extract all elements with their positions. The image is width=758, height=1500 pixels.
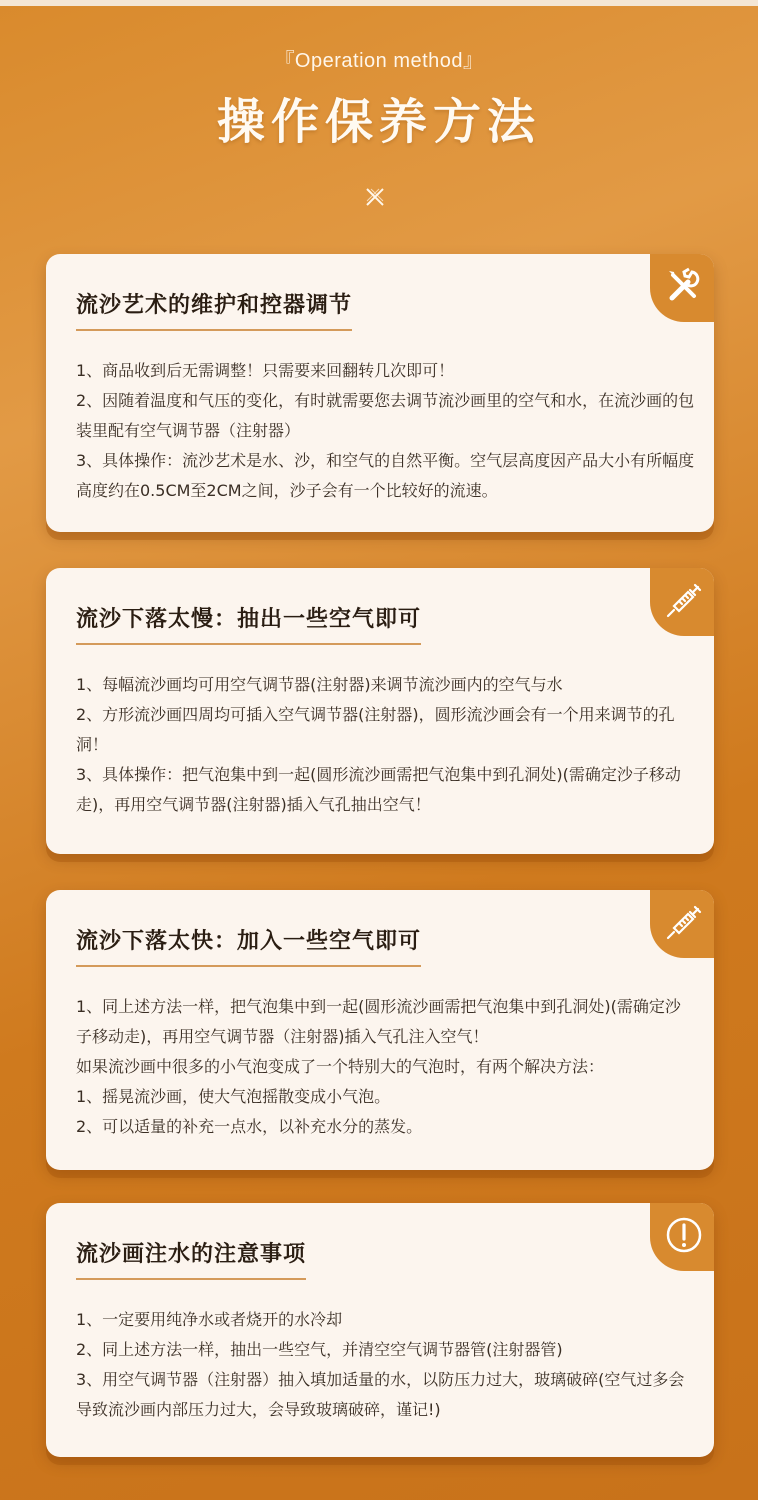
card-line: 2、同上述方法一样，抽出一些空气，并清空空气调节器管(注射器管) bbox=[76, 1340, 563, 1359]
card-line: 1、每幅流沙画均可用空气调节器(注射器)来调节流沙画内的空气与水 bbox=[76, 675, 563, 694]
water-filling-notes-card bbox=[46, 1203, 714, 1457]
card-corner bbox=[650, 1203, 714, 1271]
card-corner bbox=[650, 890, 714, 958]
card-corner bbox=[650, 568, 714, 636]
maintenance-card bbox=[46, 254, 714, 532]
exclamation-circle-icon bbox=[664, 1215, 704, 1255]
card-body bbox=[76, 992, 696, 1142]
card-line: 1、同上述方法一样，把气泡集中到一起(圆形流沙画需把气泡集中到孔洞处)(需确定沙子移动走)，再用空气调节器（注射器)插入气孔注入空气！ bbox=[76, 997, 681, 1046]
card-line: 2、方形流沙画四周均可插入空气调节器(注射器)，圆形流沙画会有一个用来调节的孔洞！ bbox=[76, 705, 675, 754]
wrench-screwdriver-icon bbox=[664, 266, 704, 306]
syringe-icon bbox=[664, 902, 704, 942]
top-strip bbox=[0, 0, 758, 6]
card-body bbox=[76, 356, 696, 506]
card-title: 流沙下落太慢：抽出一些空气即可 bbox=[76, 602, 421, 645]
card-title: 流沙画注水的注意事项 bbox=[76, 1237, 306, 1280]
card-line: 1、一定要用纯净水或者烧开的水冷却 bbox=[76, 1310, 343, 1329]
card-line: 1、摇晃流沙画，使大气泡摇散变成小气泡。 bbox=[76, 1087, 391, 1106]
card-line: 3、用空气调节器（注射器）抽入填加适量的水，以防压力过大，玻璃破碎(空气过多会导致流沙画内部压力过大，会导致玻璃破碎，谨记!) bbox=[76, 1370, 685, 1419]
syringe-icon bbox=[664, 580, 704, 620]
sand-too-fast-card bbox=[46, 890, 714, 1170]
card-corner bbox=[650, 254, 714, 322]
card-title: 流沙艺术的维护和控器调节 bbox=[76, 288, 352, 331]
cross-ornament-icon bbox=[364, 186, 386, 208]
page-subtitle: 『Operation method』 bbox=[274, 50, 484, 72]
page-header bbox=[0, 44, 758, 152]
page-title: 操作保养方法 bbox=[216, 94, 541, 150]
card-line: 2、因随着温度和气压的变化，有时就需要您去调节流沙画里的空气和水，在流沙画的包装里配有空气调节器（注射器） bbox=[76, 391, 695, 440]
card-line: 3、具体操作：流沙艺术是水、沙，和空气的自然平衡。空气层高度因产品大小有所幅度高度约在0.5CM至2CM之间，沙子会有一个比较好的流速。 bbox=[76, 451, 695, 500]
sand-too-slow-card bbox=[46, 568, 714, 854]
card-body bbox=[76, 1305, 696, 1425]
card-title: 流沙下落太快：加入一些空气即可 bbox=[76, 924, 421, 967]
card-line: 1、商品收到后无需调整！只需要来回翻转几次即可！ bbox=[76, 361, 455, 380]
card-line: 2、可以适量的补充一点水，以补充水分的蒸发。 bbox=[76, 1117, 423, 1136]
card-body bbox=[76, 670, 696, 820]
card-line: 3、具体操作：把气泡集中到一起(圆形流沙画需把气泡集中到孔洞处)(需确定沙子移动走)，再用空气调节器(注射器)插入气孔抽出空气！ bbox=[76, 765, 681, 814]
card-line: 如果流沙画中很多的小气泡变成了一个特别大的气泡时，有两个解决方法： bbox=[76, 1057, 605, 1076]
